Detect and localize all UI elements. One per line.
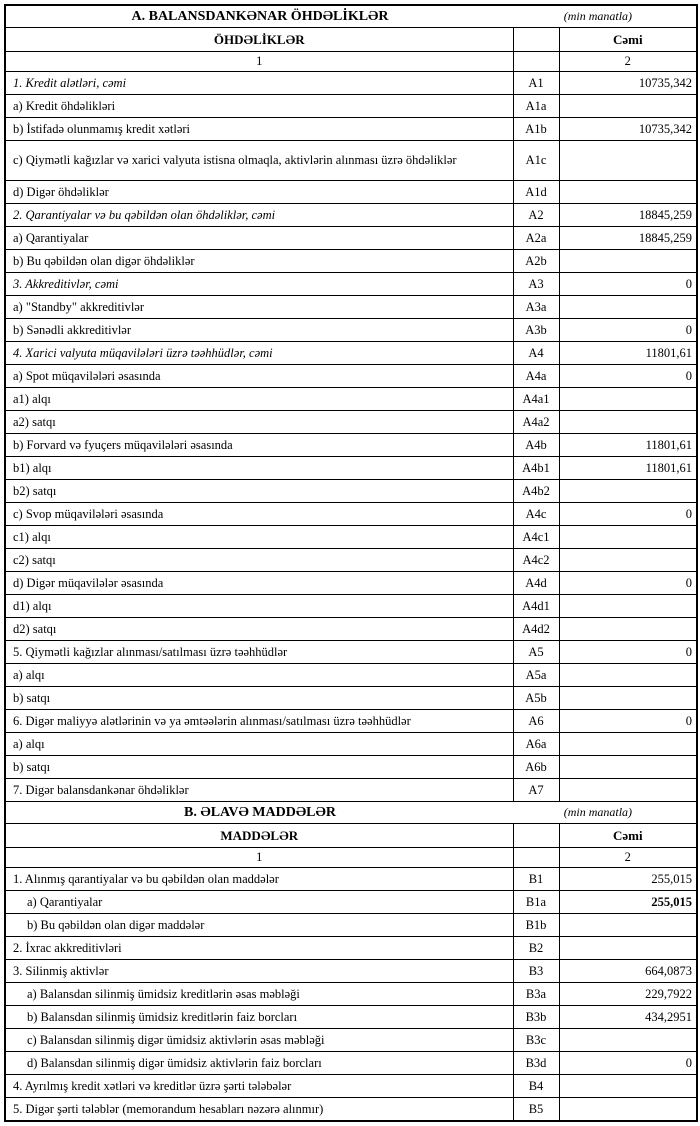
row-label-A4a1: a1) alqı bbox=[5, 388, 513, 411]
row-code-A4b: A4b bbox=[513, 434, 559, 457]
section-b-title-row bbox=[5, 802, 697, 824]
row-code-A4c2: A4c2 bbox=[513, 549, 559, 572]
row-code-A2: A2 bbox=[513, 204, 559, 227]
section-b-subheader: MADDƏLƏR bbox=[5, 824, 513, 848]
row-value-A5a bbox=[559, 664, 697, 687]
row-value-A4b2 bbox=[559, 480, 697, 503]
row-value-A2a: 18845,259 bbox=[559, 227, 697, 250]
row-code-A3b: A3b bbox=[513, 319, 559, 342]
row-value-A4a: 0 bbox=[559, 365, 697, 388]
row-value-B2 bbox=[559, 937, 697, 960]
section-a-total-header: Cəmi bbox=[559, 28, 697, 52]
section-b-subheader-code-cell bbox=[513, 824, 559, 848]
row-code-A1: A1 bbox=[513, 72, 559, 95]
row-code-A3: A3 bbox=[513, 273, 559, 296]
row-value-B3b: 434,2951 bbox=[559, 1006, 697, 1029]
section-a-col1-number: 1 bbox=[5, 52, 513, 72]
off-balance-sheet-table bbox=[4, 4, 698, 1122]
table-row-B1 bbox=[5, 868, 697, 891]
row-label-A7: 7. Digər balansdankənar öhdəliklər bbox=[5, 779, 513, 802]
row-value-A4d: 0 bbox=[559, 572, 697, 595]
table-row-B3d bbox=[5, 1052, 697, 1075]
row-label-A1b: b) İstifadə olunmamış kredit xətləri bbox=[5, 118, 513, 141]
row-label-A4b1: b1) alqı bbox=[5, 457, 513, 480]
row-code-B1: B1 bbox=[513, 868, 559, 891]
row-code-B5: B5 bbox=[513, 1098, 559, 1122]
table-row-A1 bbox=[5, 72, 697, 95]
row-value-B4 bbox=[559, 1075, 697, 1098]
table-row-B2 bbox=[5, 937, 697, 960]
table-row-B5 bbox=[5, 1098, 697, 1122]
table-row-A4c1 bbox=[5, 526, 697, 549]
row-code-B3d: B3d bbox=[513, 1052, 559, 1075]
row-label-A1: 1. Kredit alətləri, cəmi bbox=[5, 72, 513, 95]
row-label-A6b: b) satqı bbox=[5, 756, 513, 779]
row-code-B1a: B1a bbox=[513, 891, 559, 914]
row-value-A4b: 11801,61 bbox=[559, 434, 697, 457]
row-code-A7: A7 bbox=[513, 779, 559, 802]
row-value-A4: 11801,61 bbox=[559, 342, 697, 365]
row-code-A1d: A1d bbox=[513, 181, 559, 204]
row-label-A4c2: c2) satqı bbox=[5, 549, 513, 572]
section-a-title-row bbox=[5, 5, 697, 28]
row-value-A6a bbox=[559, 733, 697, 756]
row-value-A5b bbox=[559, 687, 697, 710]
row-label-A2a: a) Qarantiyalar bbox=[5, 227, 513, 250]
row-value-B1: 255,015 bbox=[559, 868, 697, 891]
section-a-unit-note: (min manatla) bbox=[563, 9, 633, 23]
table-row-A5a bbox=[5, 664, 697, 687]
row-code-A3a: A3a bbox=[513, 296, 559, 319]
row-label-A4a: a) Spot müqavilələri əsasında bbox=[5, 365, 513, 388]
table-row-A7 bbox=[5, 779, 697, 802]
table-row-A6b bbox=[5, 756, 697, 779]
row-label-A4b2: b2) satqı bbox=[5, 480, 513, 503]
row-label-A1c: c) Qiymətli kağızlar və xarici valyuta istisna olmaqla, aktivlərin alınması üzrə öhdəliklər bbox=[5, 141, 513, 181]
row-label-A3a: a) "Standby" akkreditivlər bbox=[5, 296, 513, 319]
table-row-A2b bbox=[5, 250, 697, 273]
table-row-A4a2 bbox=[5, 411, 697, 434]
section-a bbox=[5, 5, 697, 802]
table-row-A3b bbox=[5, 319, 697, 342]
row-label-A2: 2. Qarantiyalar və bu qəbildən olan öhdəliklər, cəmi bbox=[5, 204, 513, 227]
table-row-A4b1 bbox=[5, 457, 697, 480]
row-value-A5: 0 bbox=[559, 641, 697, 664]
row-value-A4c: 0 bbox=[559, 503, 697, 526]
section-b-subheader-row bbox=[5, 824, 697, 848]
row-label-B2: 2. İxrac akkreditivləri bbox=[5, 937, 513, 960]
row-code-A1b: A1b bbox=[513, 118, 559, 141]
section-b-colnum-code-cell bbox=[513, 848, 559, 868]
row-value-B3: 664,0873 bbox=[559, 960, 697, 983]
row-code-A4d: A4d bbox=[513, 572, 559, 595]
table-row-B1a bbox=[5, 891, 697, 914]
row-value-A3b: 0 bbox=[559, 319, 697, 342]
row-code-A4a1: A4a1 bbox=[513, 388, 559, 411]
table-row-A4d1 bbox=[5, 595, 697, 618]
row-value-A4a1 bbox=[559, 388, 697, 411]
row-label-A1a: a) Kredit öhdəlikləri bbox=[5, 95, 513, 118]
row-code-B3c: B3c bbox=[513, 1029, 559, 1052]
row-value-A4c2 bbox=[559, 549, 697, 572]
row-code-A5: A5 bbox=[513, 641, 559, 664]
row-label-A4c: c) Svop müqavilələri əsasında bbox=[5, 503, 513, 526]
table-row-B3c bbox=[5, 1029, 697, 1052]
table-row-A4d2 bbox=[5, 618, 697, 641]
section-a-subheader-row bbox=[5, 28, 697, 52]
row-code-A4d1: A4d1 bbox=[513, 595, 559, 618]
row-label-A5: 5. Qiymətli kağızlar alınması/satılması üzrə təəhhüdlər bbox=[5, 641, 513, 664]
row-code-B3a: B3a bbox=[513, 983, 559, 1006]
row-code-A4a2: A4a2 bbox=[513, 411, 559, 434]
table-row-A2 bbox=[5, 204, 697, 227]
row-value-A1d bbox=[559, 181, 697, 204]
row-value-A3a bbox=[559, 296, 697, 319]
row-code-A5b: A5b bbox=[513, 687, 559, 710]
section-b bbox=[5, 802, 697, 1122]
row-value-B3d: 0 bbox=[559, 1052, 697, 1075]
row-code-B2: B2 bbox=[513, 937, 559, 960]
row-code-A6: A6 bbox=[513, 710, 559, 733]
row-code-A4d2: A4d2 bbox=[513, 618, 559, 641]
row-value-B5 bbox=[559, 1098, 697, 1122]
table-row-A3a bbox=[5, 296, 697, 319]
table-row-A4c bbox=[5, 503, 697, 526]
row-code-A6a: A6a bbox=[513, 733, 559, 756]
row-label-B1b: b) Bu qəbildən olan digər maddələr bbox=[5, 914, 513, 937]
row-code-B1b: B1b bbox=[513, 914, 559, 937]
row-code-B4: B4 bbox=[513, 1075, 559, 1098]
row-label-A6a: a) alqı bbox=[5, 733, 513, 756]
row-label-A5b: b) satqı bbox=[5, 687, 513, 710]
section-a-subheader: ÖHDƏLİKLƏR bbox=[5, 28, 513, 52]
table-row-A6a bbox=[5, 733, 697, 756]
row-label-A4d: d) Digər müqavilələr əsasında bbox=[5, 572, 513, 595]
row-label-A4c1: c1) alqı bbox=[5, 526, 513, 549]
row-code-A1a: A1a bbox=[513, 95, 559, 118]
row-label-B3a: a) Balansdan silinmiş ümidsiz kreditlərin əsas məbləği bbox=[5, 983, 513, 1006]
section-a-colnum-code-cell bbox=[513, 52, 559, 72]
table-row-A4d bbox=[5, 572, 697, 595]
table-row-B1b bbox=[5, 914, 697, 937]
section-b-col1-number: 1 bbox=[5, 848, 513, 868]
table-row-A3 bbox=[5, 273, 697, 296]
row-value-A4b1: 11801,61 bbox=[559, 457, 697, 480]
section-a-col2-number: 2 bbox=[559, 52, 697, 72]
row-label-A6: 6. Digər maliyyə alətlərinin və ya əmtəələrin alınması/satılması üzrə təəhhüdlər bbox=[5, 710, 513, 733]
row-label-A2b: b) Bu qəbildən olan digər öhdəliklər bbox=[5, 250, 513, 273]
table-row-B3a bbox=[5, 983, 697, 1006]
section-b-colnum-row bbox=[5, 848, 697, 868]
row-label-A3b: b) Sənədli akkreditivlər bbox=[5, 319, 513, 342]
row-value-A1b: 10735,342 bbox=[559, 118, 697, 141]
table-row-A4b bbox=[5, 434, 697, 457]
row-value-A4c1 bbox=[559, 526, 697, 549]
section-a-subheader-code-cell bbox=[513, 28, 559, 52]
row-value-A1a bbox=[559, 95, 697, 118]
row-value-A2b bbox=[559, 250, 697, 273]
row-value-A6: 0 bbox=[559, 710, 697, 733]
section-b-title: B. ƏLAVƏ MADDƏLƏR bbox=[184, 805, 336, 820]
table-row-A4b2 bbox=[5, 480, 697, 503]
row-value-A1c bbox=[559, 141, 697, 181]
table-row-A1a bbox=[5, 95, 697, 118]
row-label-B3d: d) Balansdan silinmiş digər ümidsiz aktivlərin faiz borcları bbox=[5, 1052, 513, 1075]
row-value-B1a: 255,015 bbox=[559, 891, 697, 914]
row-label-B3b: b) Balansdan silinmiş ümidsiz kreditlərin faiz borcları bbox=[5, 1006, 513, 1029]
row-value-A4a2 bbox=[559, 411, 697, 434]
row-code-A4b1: A4b1 bbox=[513, 457, 559, 480]
row-code-A4a: A4a bbox=[513, 365, 559, 388]
row-label-A4a2: a2) satqı bbox=[5, 411, 513, 434]
row-code-A1c: A1c bbox=[513, 141, 559, 181]
table-row-B3b bbox=[5, 1006, 697, 1029]
row-label-A4d2: d2) satqı bbox=[5, 618, 513, 641]
row-code-A4c1: A4c1 bbox=[513, 526, 559, 549]
table-row-A5b bbox=[5, 687, 697, 710]
row-value-A3: 0 bbox=[559, 273, 697, 296]
section-b-col2-number: 2 bbox=[559, 848, 697, 868]
row-code-A6b: A6b bbox=[513, 756, 559, 779]
section-a-title-cell bbox=[5, 5, 697, 28]
row-code-A4c: A4c bbox=[513, 503, 559, 526]
row-value-B1b bbox=[559, 914, 697, 937]
row-value-A4d1 bbox=[559, 595, 697, 618]
section-a-colnum-row bbox=[5, 52, 697, 72]
row-code-A4: A4 bbox=[513, 342, 559, 365]
table-row-A4c2 bbox=[5, 549, 697, 572]
table-row-B3 bbox=[5, 960, 697, 983]
row-label-A4d1: d1) alqı bbox=[5, 595, 513, 618]
section-a-title: A. BALANSDANKƏNAR ÖHDƏLİKLƏR bbox=[131, 9, 389, 24]
row-label-B4: 4. Ayrılmış kredit xətləri və kreditlər üzrə şərti tələbələr bbox=[5, 1075, 513, 1098]
section-b-total-header: Cəmi bbox=[559, 824, 697, 848]
table-row-A6 bbox=[5, 710, 697, 733]
row-label-B5: 5. Digər şərti tələblər (memorandum hesabları nəzərə alınmır) bbox=[5, 1098, 513, 1122]
row-code-A2b: A2b bbox=[513, 250, 559, 273]
row-value-B3a: 229,7922 bbox=[559, 983, 697, 1006]
row-value-B3c bbox=[559, 1029, 697, 1052]
table-row-A1d bbox=[5, 181, 697, 204]
row-code-A2a: A2a bbox=[513, 227, 559, 250]
table-row-B4 bbox=[5, 1075, 697, 1098]
row-value-A6b bbox=[559, 756, 697, 779]
row-label-A4: 4. Xarici valyuta müqavilələri üzrə təəhhüdlər, cəmi bbox=[5, 342, 513, 365]
table-row-A4 bbox=[5, 342, 697, 365]
row-label-B3: 3. Silinmiş aktivlər bbox=[5, 960, 513, 983]
row-value-A1: 10735,342 bbox=[559, 72, 697, 95]
row-label-B1: 1. Alınmış qarantiyalar və bu qəbildən olan maddələr bbox=[5, 868, 513, 891]
section-b-unit-note: (min manatla) bbox=[563, 805, 633, 819]
row-code-A4b2: A4b2 bbox=[513, 480, 559, 503]
row-label-A3: 3. Akkreditivlər, cəmi bbox=[5, 273, 513, 296]
row-value-A2: 18845,259 bbox=[559, 204, 697, 227]
row-label-B1a: a) Qarantiyalar bbox=[5, 891, 513, 914]
row-label-A4b: b) Forvard və fyuçers müqavilələri əsasında bbox=[5, 434, 513, 457]
row-code-B3b: B3b bbox=[513, 1006, 559, 1029]
row-label-A1d: d) Digər öhdəliklər bbox=[5, 181, 513, 204]
row-value-A4d2 bbox=[559, 618, 697, 641]
row-code-A5a: A5a bbox=[513, 664, 559, 687]
table-row-A4a1 bbox=[5, 388, 697, 411]
section-b-title-cell bbox=[5, 802, 697, 824]
row-label-B3c: c) Balansdan silinmiş digər ümidsiz aktivlərin əsas məbləği bbox=[5, 1029, 513, 1052]
table-row-A1b bbox=[5, 118, 697, 141]
table-row-A1c bbox=[5, 141, 697, 181]
row-code-B3: B3 bbox=[513, 960, 559, 983]
row-label-A5a: a) alqı bbox=[5, 664, 513, 687]
table-row-A2a bbox=[5, 227, 697, 250]
row-value-A7 bbox=[559, 779, 697, 802]
table-row-A4a bbox=[5, 365, 697, 388]
table-row-A5 bbox=[5, 641, 697, 664]
